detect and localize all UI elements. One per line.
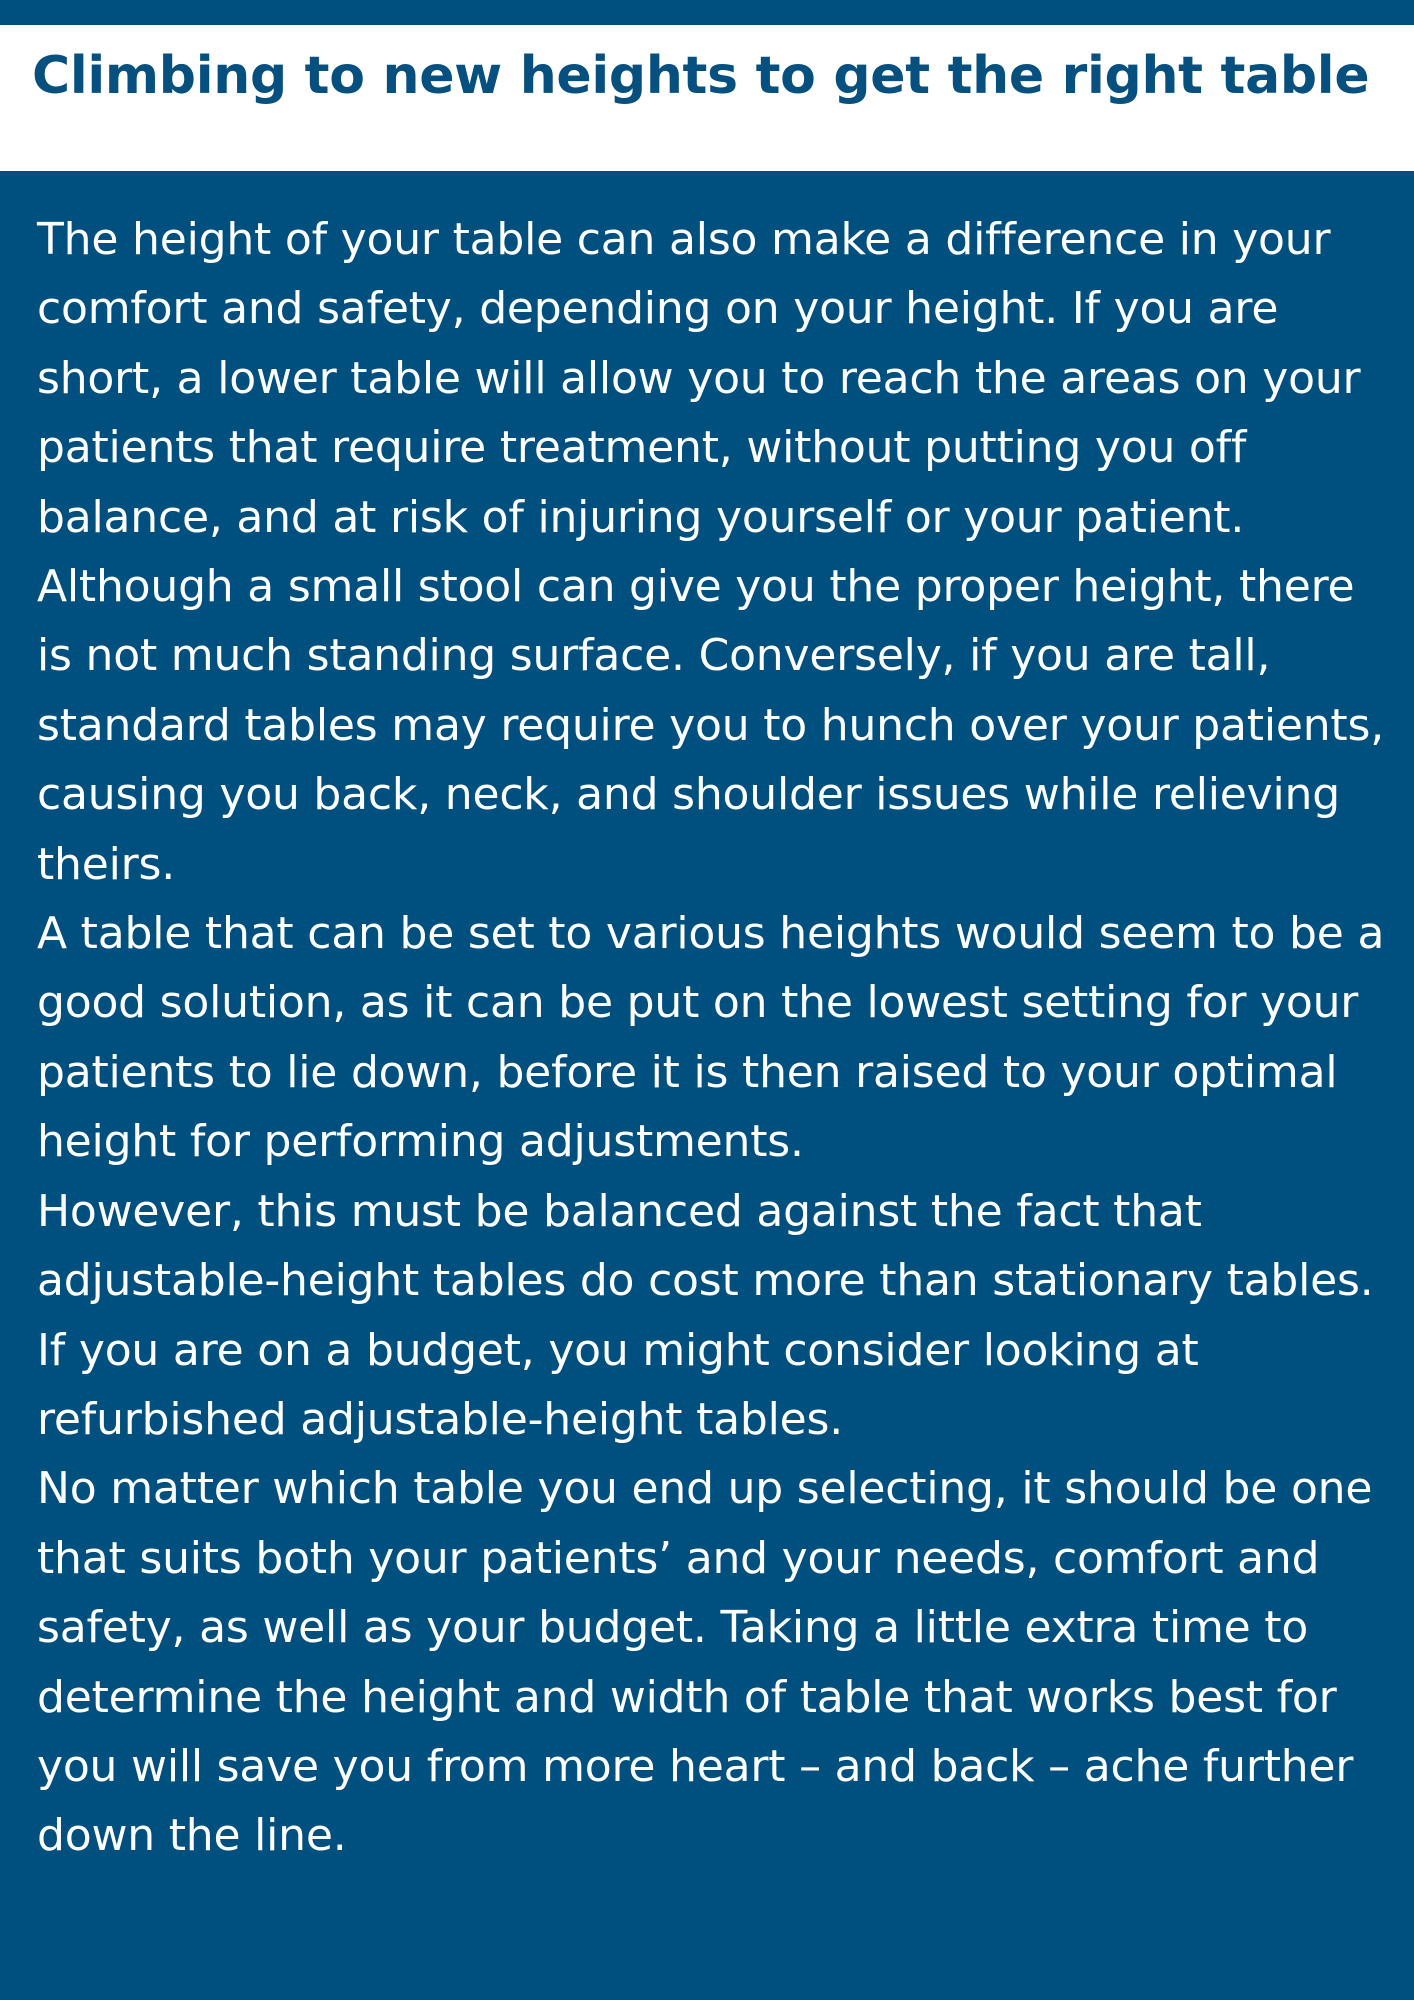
paragraph-adjustable-tables: A table that can be set to various heights would seem to be a good solution, as it can be put on the lowest setting for your patients to lie down, before it is then raised to your optimal height for performing adjustments. xyxy=(37,908,1385,1168)
paragraph-table-height: The height of your table can also make a difference in your comfort and safety, depending on your height. If you are short, a lower table will allow you to reach the areas on your patients that require treatment, without putting you off balance, and at risk of injuring yourself or your patient. xyxy=(37,214,1361,543)
article-body xyxy=(37,205,1392,1871)
paragraph-stool-and-tall-tables: Although a small stool can give you the proper height, there is not much standing surface. Conversely, if you are tall, standard tables may require you to hunch over your patients, causing you back, neck, and shoulder issues while relieving theirs. xyxy=(37,561,1384,890)
paragraph-budget: However, this must be balanced against the fact that adjustable-height tables do cost more than stationary tables. If you are on a budget, you might consider looking at refurbished adjustable-height tables. xyxy=(37,1185,1374,1445)
paragraph-conclusion: No matter which table you end up selecting, it should be one that suits both your patients’ and your needs, comfort and safety, as well as your budget. Taking a little extra time to determine the height and width of table that works best for you will save you from more heart – and back – ache further down the line. xyxy=(37,1463,1373,1862)
page-title: Climbing to new heights to get the right table xyxy=(32,46,1370,106)
